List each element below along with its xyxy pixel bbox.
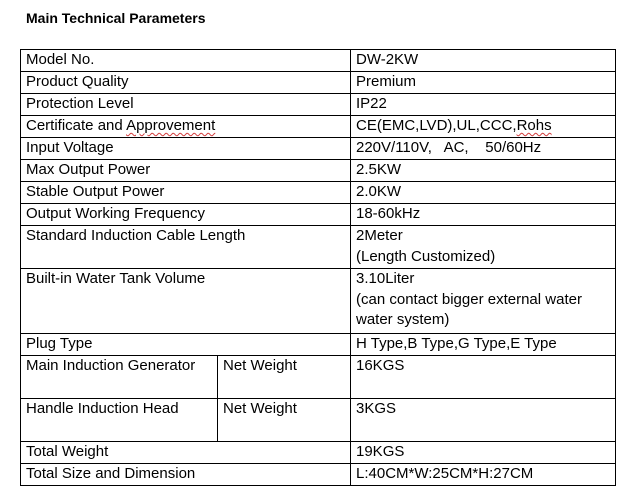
table-row [21,464,616,486]
param-value: DW-2KW [351,50,616,72]
param-value [351,269,616,334]
param-label: Stable Output Power [21,182,351,204]
param-value-line: water system) [356,311,450,328]
param-sublabel: Net Weight [218,356,351,399]
param-value-line: 3.10Liter [356,270,415,287]
table-row [21,94,616,116]
table-row [21,226,616,269]
table-row [21,72,616,94]
param-value: 19KGS [351,442,616,464]
table-row [21,334,616,356]
param-value [351,116,616,138]
param-label: Max Output Power [21,160,351,182]
param-label: Protection Level [21,94,351,116]
param-label: Plug Type [21,334,351,356]
param-label: Product Quality [21,72,351,94]
param-label: Handle Induction Head [21,399,218,442]
param-value-line: (Length Customized) [356,247,496,265]
technical-parameters-table [20,49,616,486]
param-label: Output Working Frequency [21,204,351,226]
param-value: 3KGS [351,399,616,442]
param-label-text: Certificate and [26,117,127,134]
param-label [21,116,351,138]
param-label: Model No. [21,50,351,72]
param-value [351,138,616,160]
table-row [21,399,616,442]
param-value-text: 220V/110V, AC, 50/60Hz [356,139,542,156]
param-label: Total Weight [21,442,351,464]
param-label: Input Voltage [21,138,351,160]
param-value: H Type,B Type,G Type,E Type [351,334,616,356]
param-label: Total Size and Dimension [21,464,351,486]
param-value-line: (can contact bigger external water [356,290,582,308]
param-label: Standard Induction Cable Length [21,226,351,269]
param-label: Built-in Water Tank Volume [21,269,351,334]
param-value [351,226,616,269]
table-row [21,356,616,399]
param-label: Main Induction Generator [21,356,218,399]
param-value: 2.5KW [351,160,616,182]
param-sublabel: Net Weight [218,399,351,442]
table-row [21,116,616,138]
param-value-spellcheck-text: Rohs [516,117,552,134]
param-value: 18-60kHz [351,204,616,226]
table-row [21,269,616,334]
table-row [21,50,616,72]
param-value: 2.0KW [351,182,616,204]
table-row [21,204,616,226]
document-title: Main Technical Parameters [26,10,206,26]
table-row [21,442,616,464]
table-row [21,160,616,182]
param-value: 16KGS [351,356,616,399]
param-value: Premium [351,72,616,94]
param-label-spellcheck-text: Approvement [126,117,216,134]
param-value-line: 2Meter [356,227,403,244]
table-row [21,138,616,160]
param-value-text: CE(EMC,LVD),UL,CCC, [356,117,517,134]
param-value: L:40CM*W:25CM*H:27CM [351,464,616,486]
table-row [21,182,616,204]
param-value: IP22 [351,94,616,116]
